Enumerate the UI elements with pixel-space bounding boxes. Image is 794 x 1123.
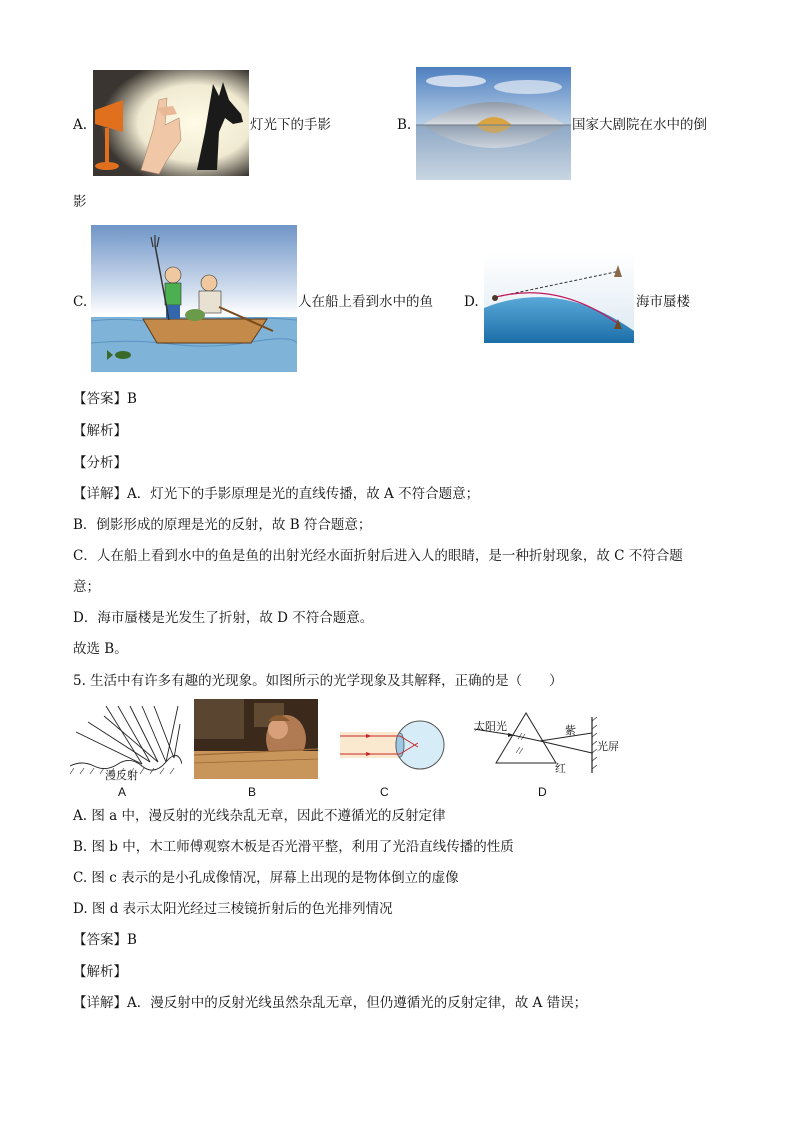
sunlight-label: 太阳光	[474, 721, 507, 733]
option-b-text: 国家大剧院在水中的倒	[572, 117, 707, 133]
diffuse-caption: 漫反射	[105, 770, 138, 782]
option-a-text: 灯光下的手影	[250, 117, 331, 133]
option-a-letter: A.	[73, 117, 88, 133]
option-b-text-wrap: 影	[73, 194, 87, 210]
detail-c-line1: C．人在船上看到水中的鱼是鱼的出射光经水面折射后进入人的眼睛，是一种折射现象，故 C 不符合题	[73, 548, 683, 564]
detail-b: B．倒影形成的原理是光的反射，故 B 符合题意；	[73, 517, 372, 533]
boat-fishing-image	[91, 225, 297, 372]
hand-shadow-image	[93, 70, 249, 176]
answer-label: 【答案】B	[73, 391, 137, 407]
detail-d: D．海市蜃楼是光发生了折射，故 D 不符合题意。	[73, 610, 374, 626]
conclusion: 故选 B。	[73, 641, 128, 657]
q5-option-a: A. 图 a 中，漫反射的光线杂乱无章，因此不遵循光的反射定律	[73, 808, 446, 824]
q5-answer-label: 【答案】B	[73, 932, 137, 948]
analysis-sub-label: 【分析】	[73, 455, 127, 471]
grand-theatre-reflection-image	[416, 67, 571, 180]
figure-label-a: A	[118, 785, 127, 799]
question-5-stem: 5. 生活中有许多有趣的光现象。如图所示的光学现象及其解释，正确的是（ ）	[73, 673, 563, 689]
q5-analysis-label: 【解析】	[73, 964, 127, 980]
q5-option-d: D. 图 d 表示太阳光经过三棱镜折射后的色光排列情况	[73, 901, 393, 917]
option-b-letter: B.	[397, 117, 412, 133]
q5-option-b: B. 图 b 中，木工师傅观察木板是否光滑平整，利用了光沿直线传播的性质	[73, 839, 514, 855]
mirage-image	[484, 253, 634, 343]
figure-label-b: B	[248, 785, 257, 799]
option-d-text: 海市蜃楼	[636, 294, 690, 310]
q5-option-c: C. 图 c 表示的是小孔成像情况，屏幕上出现的是物体倒立的虚像	[73, 870, 459, 886]
eye-diagram	[336, 716, 446, 776]
detail-c-line2: 意；	[73, 579, 100, 595]
q5-detail-a: 【详解】A．漫反射中的反射光线虽然杂乱无章，但仍遵循光的反射定律，故 A 错误；	[73, 995, 588, 1011]
detail-a: 【详解】A．灯光下的手影原理是光的直线传播，故 A 不符合题意；	[73, 486, 480, 502]
analysis-label: 【解析】	[73, 423, 127, 439]
carpenter-photo	[194, 699, 318, 779]
purple-label: 紫	[565, 725, 576, 737]
option-d-letter: D.	[464, 294, 479, 310]
screen-label: 光屏	[597, 741, 619, 753]
figure-label-d: D	[538, 785, 547, 799]
red-label: 红	[555, 763, 566, 775]
option-c-letter: C.	[73, 294, 88, 310]
figure-label-c: C	[380, 785, 389, 799]
option-c-text: 人在船上看到水中的鱼	[298, 294, 433, 310]
